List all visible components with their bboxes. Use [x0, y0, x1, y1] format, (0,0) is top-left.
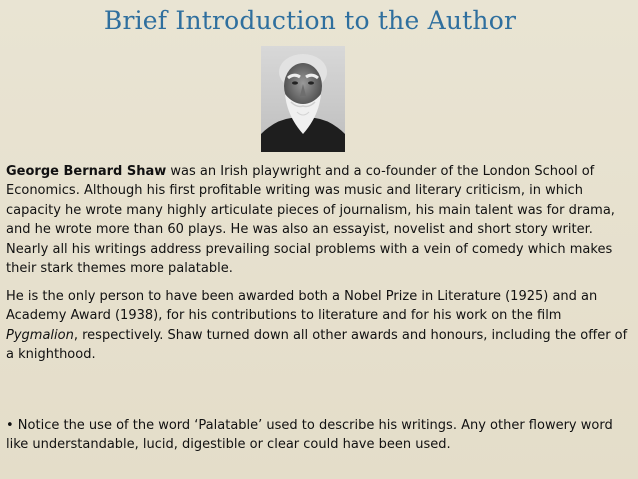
vocabulary-note: • Notice the use of the word ‘Palatable’ used to describe his writings. Any other flowery word like understandable, lucid, digestible or clear could have been used. — [6, 418, 613, 453]
author-name: George Bernard Shaw — [6, 164, 167, 179]
biography-paragraph — [6, 162, 632, 278]
awards-text-before: He is the only person to have been awarded both a Nobel Prize in Literature (1925) and an Academy Award (1938), for his contributions to literature and for his work on the film — [6, 289, 598, 324]
biography-text: was an Irish playwright and a co-founder of the London School of Economics. Although his first profitable writing was music and literary criticism, in which capacity he wrote many highly articulate pieces of journalism, his main talent was for drama, and he wrote more than 60 plays. He was also an essayist, novelist and short story writer. Nearly all his writings address prevailing social problems with a vein of comedy which makes their stark themes more palatable. — [6, 164, 615, 277]
awards-text-after: , respectively. Shaw turned down all other awards and honours, including the offer of a knighthood. — [6, 327, 628, 363]
author-portrait-icon — [261, 46, 345, 152]
awards-paragraph — [6, 287, 632, 365]
film-title: Pygmalion — [6, 327, 74, 343]
author-portrait — [261, 46, 345, 152]
slide-title: Brief Introduction to the Author — [103, 6, 517, 35]
